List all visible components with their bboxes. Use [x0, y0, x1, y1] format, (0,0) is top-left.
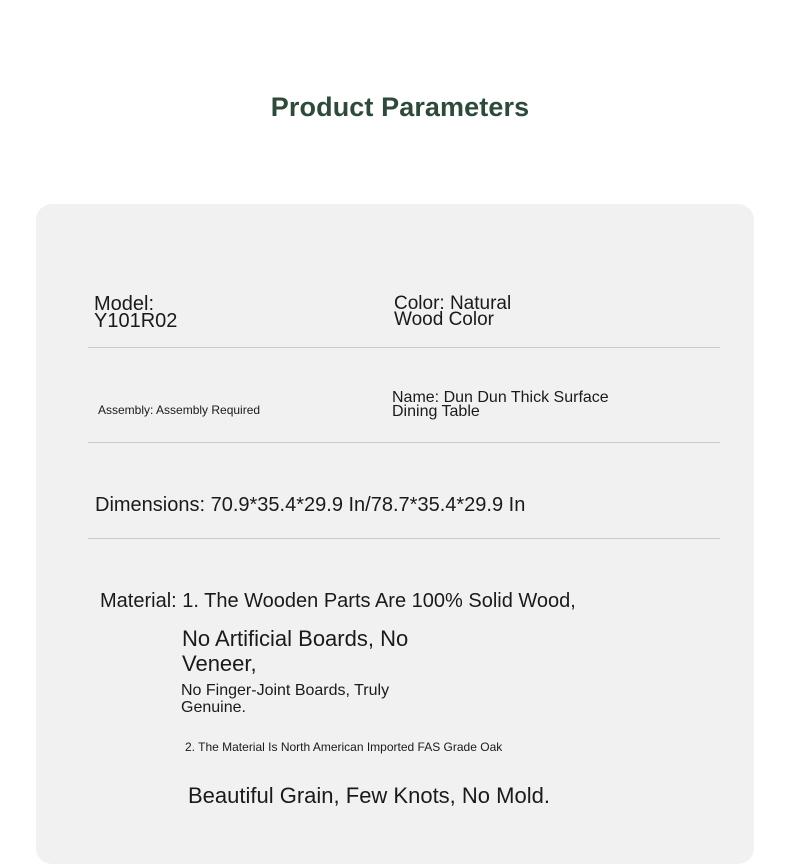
model-value: Y101R02: [94, 310, 178, 332]
assembly-text: Assembly: Assembly Required: [98, 403, 261, 417]
divider: [88, 538, 720, 539]
material-line-1: Material: 1. The Wooden Parts Are 100% Solid Wood,: [100, 590, 576, 612]
material-line-2b: Veneer,: [182, 651, 257, 676]
divider: [88, 347, 720, 348]
parameters-card: [36, 204, 754, 864]
material-line-3b: Genuine.: [181, 699, 246, 716]
page-title: Product Parameters: [270, 92, 530, 122]
material-line-2a: No Artificial Boards, No: [182, 626, 409, 651]
dimensions-text: Dimensions: 70.9*35.4*29.9 In/78.7*35.4*29.9 In: [95, 494, 526, 516]
material-line-4: 2. The Material Is North American Imported FAS Grade Oak: [185, 740, 503, 754]
material-line-5: Beautiful Grain, Few Knots, No Mold.: [188, 783, 550, 808]
color-value: Wood Color: [394, 309, 494, 330]
model-label: Model:: [94, 293, 155, 315]
divider: [88, 442, 720, 443]
material-line-3a: No Finger-Joint Boards, Truly: [181, 682, 390, 699]
name-line-1: Name: Dun Dun Thick Surface: [392, 389, 609, 406]
color-label: Color: Natural: [394, 293, 512, 314]
name-line-2: Dining Table: [392, 403, 480, 420]
